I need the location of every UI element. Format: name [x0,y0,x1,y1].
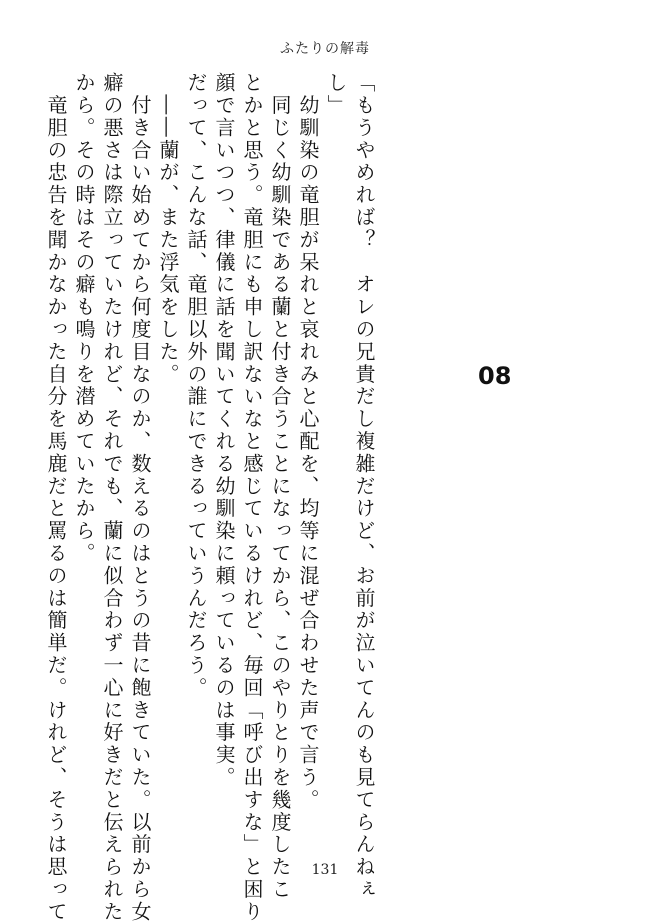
text-line: 竜胆の忠告を聞かなかった自分を馬鹿だと罵るのは簡単だ。けれど、そうは思って [44,72,68,923]
running-head: ふたりの解毒 [280,41,370,57]
chapter-number: 08 [478,362,512,390]
text-line: 付き合い始めてから何度目なのか、数えるのはとうの昔に飽きていた。以前から女 [128,72,152,923]
text-line: とかと思う。竜胆にも申し訳ないなと感じているけれど、毎回「呼び出すな」と困り [240,72,264,923]
text-line: 癖の悪さは際立っていたけれど、それでも、蘭に似合わず一心に好きだと伝えられた [100,72,124,923]
text-line: ――蘭が、また浮気をした。 [156,72,180,386]
text-line: 顔で言いつつ、律儀に話を聞いてくれる幼馴染に頼っているのは事実。 [212,72,236,789]
text-line: から。その時はその癖も鳴りを潜めていたから。 [72,72,96,565]
text-line: 幼馴染の竜胆が呆れと哀れみと心配を、均等に混ぜ合わせた声で言う。 [296,72,320,812]
text-line: 「もうやめれば？ オレの兄貴だし複雑だけど、お前が泣いてんのも見てらんねぇ [352,72,376,901]
page-number: 131 [311,862,339,878]
text-line: だって、こんな話、竜胆以外の誰にできるっていうんだろう。 [184,72,208,700]
text-line: 同じく幼馴染である蘭と付き合うことになってから、このやりとりを幾度したこ [268,72,292,901]
text-line: し」 [324,72,348,117]
